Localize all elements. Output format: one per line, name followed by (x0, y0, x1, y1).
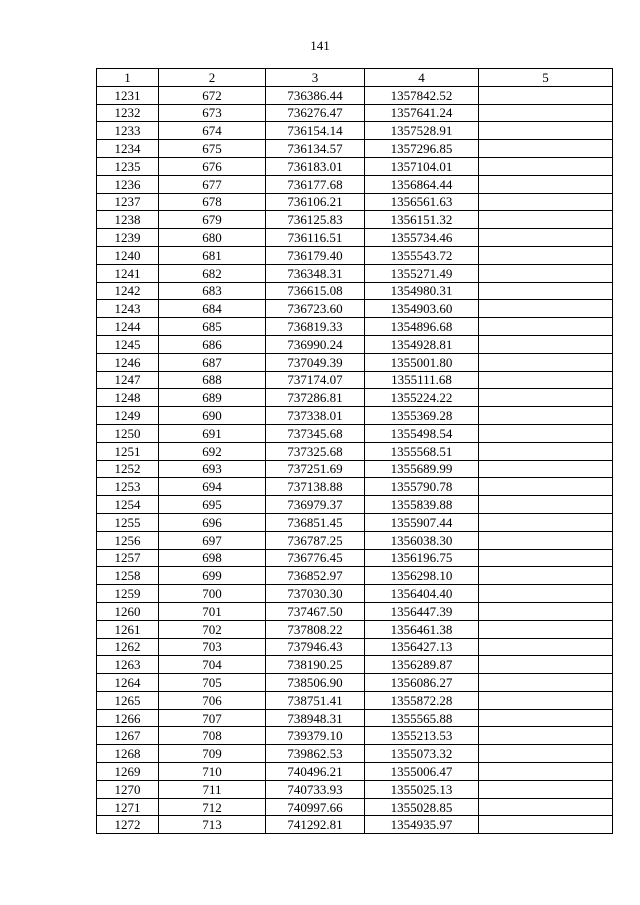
note-cell (479, 424, 613, 442)
column-header-2: 2 (159, 69, 266, 87)
table-row (97, 763, 613, 781)
note-cell (479, 620, 613, 638)
row-number-cell: 1252 (97, 460, 159, 478)
table-row (97, 531, 613, 549)
y-coordinate-cell: 1354980.31 (365, 282, 479, 300)
table-row (97, 620, 613, 638)
table-row (97, 264, 613, 282)
table-row (97, 585, 613, 603)
table-row (97, 282, 613, 300)
x-coordinate-cell: 737338.01 (266, 407, 365, 425)
y-coordinate-cell: 1356289.87 (365, 656, 479, 674)
x-coordinate-cell: 736134.57 (266, 140, 365, 158)
note-cell (479, 122, 613, 140)
row-number-cell: 1254 (97, 496, 159, 514)
y-coordinate-cell: 1356086.27 (365, 674, 479, 692)
table-row (97, 656, 613, 674)
table-row (97, 193, 613, 211)
table-row (97, 104, 613, 122)
note-cell (479, 460, 613, 478)
y-coordinate-cell: 1355369.28 (365, 407, 479, 425)
row-number-cell: 1264 (97, 674, 159, 692)
note-cell (479, 229, 613, 247)
y-coordinate-cell: 1356196.75 (365, 549, 479, 567)
row-number-cell: 1233 (97, 122, 159, 140)
point-number-cell: 672 (159, 86, 266, 104)
table-row (97, 424, 613, 442)
note-cell (479, 300, 613, 318)
column-header-4: 4 (365, 69, 479, 87)
row-number-cell: 1241 (97, 264, 159, 282)
y-coordinate-cell: 1356404.40 (365, 585, 479, 603)
note-cell (479, 638, 613, 656)
table-row (97, 549, 613, 567)
point-number-cell: 681 (159, 246, 266, 264)
note-cell (479, 211, 613, 229)
table-row (97, 442, 613, 460)
point-number-cell: 698 (159, 549, 266, 567)
x-coordinate-cell: 736819.33 (266, 318, 365, 336)
x-coordinate-cell: 736852.97 (266, 567, 365, 585)
y-coordinate-cell: 1354896.68 (365, 318, 479, 336)
y-coordinate-cell: 1357528.91 (365, 122, 479, 140)
row-number-cell: 1249 (97, 407, 159, 425)
point-number-cell: 682 (159, 264, 266, 282)
y-coordinate-cell: 1355498.54 (365, 424, 479, 442)
point-number-cell: 710 (159, 763, 266, 781)
row-number-cell: 1242 (97, 282, 159, 300)
table-row (97, 371, 613, 389)
y-coordinate-cell: 1356561.63 (365, 193, 479, 211)
x-coordinate-cell: 736787.25 (266, 531, 365, 549)
note-cell (479, 816, 613, 834)
x-coordinate-cell: 736177.68 (266, 175, 365, 193)
note-cell (479, 727, 613, 745)
x-coordinate-cell: 740496.21 (266, 763, 365, 781)
x-coordinate-cell: 736125.83 (266, 211, 365, 229)
point-number-cell: 711 (159, 780, 266, 798)
table-row (97, 496, 613, 514)
x-coordinate-cell: 736851.45 (266, 513, 365, 531)
row-number-cell: 1260 (97, 602, 159, 620)
row-number-cell: 1262 (97, 638, 159, 656)
table-row (97, 478, 613, 496)
point-number-cell: 708 (159, 727, 266, 745)
point-number-cell: 683 (159, 282, 266, 300)
x-coordinate-cell: 738506.90 (266, 674, 365, 692)
x-coordinate-cell: 736106.21 (266, 193, 365, 211)
row-number-cell: 1263 (97, 656, 159, 674)
y-coordinate-cell: 1355790.78 (365, 478, 479, 496)
row-number-cell: 1243 (97, 300, 159, 318)
x-coordinate-cell: 740733.93 (266, 780, 365, 798)
x-coordinate-cell: 736990.24 (266, 335, 365, 353)
point-number-cell: 694 (159, 478, 266, 496)
table-row (97, 318, 613, 336)
y-coordinate-cell: 1355025.13 (365, 780, 479, 798)
y-coordinate-cell: 1355271.49 (365, 264, 479, 282)
y-coordinate-cell: 1355111.68 (365, 371, 479, 389)
table-row (97, 567, 613, 585)
y-coordinate-cell: 1354903.60 (365, 300, 479, 318)
table-row (97, 175, 613, 193)
note-cell (479, 104, 613, 122)
point-number-cell: 699 (159, 567, 266, 585)
point-number-cell: 674 (159, 122, 266, 140)
y-coordinate-cell: 1355543.72 (365, 246, 479, 264)
table-row (97, 709, 613, 727)
y-coordinate-cell: 1355213.53 (365, 727, 479, 745)
note-cell (479, 709, 613, 727)
row-number-cell: 1247 (97, 371, 159, 389)
point-number-cell: 692 (159, 442, 266, 460)
row-number-cell: 1240 (97, 246, 159, 264)
note-cell (479, 389, 613, 407)
x-coordinate-cell: 737049.39 (266, 353, 365, 371)
x-coordinate-cell: 740997.66 (266, 798, 365, 816)
note-cell (479, 478, 613, 496)
y-coordinate-cell: 1355073.32 (365, 745, 479, 763)
note-cell (479, 318, 613, 336)
table-row (97, 798, 613, 816)
y-coordinate-cell: 1355006.47 (365, 763, 479, 781)
y-coordinate-cell: 1355565.88 (365, 709, 479, 727)
x-coordinate-cell: 737286.81 (266, 389, 365, 407)
x-coordinate-cell: 736154.14 (266, 122, 365, 140)
note-cell (479, 371, 613, 389)
x-coordinate-cell: 741292.81 (266, 816, 365, 834)
row-number-cell: 1270 (97, 780, 159, 798)
note-cell (479, 567, 613, 585)
point-number-cell: 677 (159, 175, 266, 193)
point-number-cell: 678 (159, 193, 266, 211)
point-number-cell: 702 (159, 620, 266, 638)
row-number-cell: 1256 (97, 531, 159, 549)
point-number-cell: 679 (159, 211, 266, 229)
note-cell (479, 442, 613, 460)
y-coordinate-cell: 1357296.85 (365, 140, 479, 158)
y-coordinate-cell: 1356447.39 (365, 602, 479, 620)
x-coordinate-cell: 736179.40 (266, 246, 365, 264)
x-coordinate-cell: 737325.68 (266, 442, 365, 460)
y-coordinate-cell: 1355872.28 (365, 691, 479, 709)
x-coordinate-cell: 737174.07 (266, 371, 365, 389)
note-cell (479, 140, 613, 158)
x-coordinate-cell: 738751.41 (266, 691, 365, 709)
point-number-cell: 689 (159, 389, 266, 407)
table-row (97, 157, 613, 175)
note-cell (479, 496, 613, 514)
point-number-cell: 707 (159, 709, 266, 727)
row-number-cell: 1261 (97, 620, 159, 638)
point-number-cell: 680 (159, 229, 266, 247)
row-number-cell: 1239 (97, 229, 159, 247)
table-row (97, 780, 613, 798)
note-cell (479, 585, 613, 603)
point-number-cell: 685 (159, 318, 266, 336)
column-header-1: 1 (97, 69, 159, 87)
y-coordinate-cell: 1357104.01 (365, 157, 479, 175)
row-number-cell: 1267 (97, 727, 159, 745)
note-cell (479, 264, 613, 282)
table-row (97, 122, 613, 140)
point-number-cell: 713 (159, 816, 266, 834)
note-cell (479, 656, 613, 674)
point-number-cell: 705 (159, 674, 266, 692)
y-coordinate-cell: 1354928.81 (365, 335, 479, 353)
x-coordinate-cell: 739862.53 (266, 745, 365, 763)
row-number-cell: 1231 (97, 86, 159, 104)
row-number-cell: 1272 (97, 816, 159, 834)
table-row (97, 691, 613, 709)
row-number-cell: 1266 (97, 709, 159, 727)
y-coordinate-cell: 1356461.38 (365, 620, 479, 638)
row-number-cell: 1237 (97, 193, 159, 211)
row-number-cell: 1258 (97, 567, 159, 585)
note-cell (479, 335, 613, 353)
point-number-cell: 693 (159, 460, 266, 478)
y-coordinate-cell: 1355907.44 (365, 513, 479, 531)
point-number-cell: 684 (159, 300, 266, 318)
table-row (97, 674, 613, 692)
y-coordinate-cell: 1355028.85 (365, 798, 479, 816)
point-number-cell: 709 (159, 745, 266, 763)
row-number-cell: 1269 (97, 763, 159, 781)
table-row (97, 211, 613, 229)
point-number-cell: 676 (159, 157, 266, 175)
point-number-cell: 697 (159, 531, 266, 549)
y-coordinate-cell: 1354935.97 (365, 816, 479, 834)
x-coordinate-cell: 736776.45 (266, 549, 365, 567)
row-number-cell: 1250 (97, 424, 159, 442)
table-row (97, 745, 613, 763)
y-coordinate-cell: 1356298.10 (365, 567, 479, 585)
page-number: 141 (310, 38, 330, 53)
column-header-3: 3 (266, 69, 365, 87)
y-coordinate-cell: 1355734.46 (365, 229, 479, 247)
x-coordinate-cell: 737808.22 (266, 620, 365, 638)
x-coordinate-cell: 736116.51 (266, 229, 365, 247)
table-header-row (97, 69, 613, 87)
note-cell (479, 86, 613, 104)
point-number-cell: 688 (159, 371, 266, 389)
point-number-cell: 695 (159, 496, 266, 514)
note-cell (479, 175, 613, 193)
note-cell (479, 745, 613, 763)
table-row (97, 727, 613, 745)
y-coordinate-cell: 1356151.32 (365, 211, 479, 229)
note-cell (479, 282, 613, 300)
x-coordinate-cell: 736348.31 (266, 264, 365, 282)
x-coordinate-cell: 736979.37 (266, 496, 365, 514)
table-row (97, 300, 613, 318)
table-row (97, 460, 613, 478)
y-coordinate-cell: 1357842.52 (365, 86, 479, 104)
table-row (97, 513, 613, 531)
table-row (97, 86, 613, 104)
row-number-cell: 1271 (97, 798, 159, 816)
x-coordinate-cell: 736276.47 (266, 104, 365, 122)
y-coordinate-cell: 1357641.24 (365, 104, 479, 122)
row-number-cell: 1236 (97, 175, 159, 193)
note-cell (479, 549, 613, 567)
table-row (97, 353, 613, 371)
table-body (97, 86, 613, 833)
x-coordinate-cell: 738190.25 (266, 656, 365, 674)
y-coordinate-cell: 1356038.30 (365, 531, 479, 549)
note-cell (479, 602, 613, 620)
row-number-cell: 1265 (97, 691, 159, 709)
row-number-cell: 1232 (97, 104, 159, 122)
x-coordinate-cell: 736386.44 (266, 86, 365, 104)
note-cell (479, 193, 613, 211)
row-number-cell: 1238 (97, 211, 159, 229)
note-cell (479, 353, 613, 371)
x-coordinate-cell: 737467.50 (266, 602, 365, 620)
note-cell (479, 798, 613, 816)
note-cell (479, 246, 613, 264)
table-row (97, 407, 613, 425)
point-number-cell: 675 (159, 140, 266, 158)
note-cell (479, 691, 613, 709)
note-cell (479, 157, 613, 175)
y-coordinate-cell: 1355001.80 (365, 353, 479, 371)
x-coordinate-cell: 739379.10 (266, 727, 365, 745)
table-row (97, 389, 613, 407)
table-row (97, 229, 613, 247)
point-number-cell: 706 (159, 691, 266, 709)
row-number-cell: 1245 (97, 335, 159, 353)
table-row (97, 816, 613, 834)
coordinates-table (96, 68, 613, 834)
row-number-cell: 1259 (97, 585, 159, 603)
x-coordinate-cell: 737946.43 (266, 638, 365, 656)
table-row (97, 602, 613, 620)
x-coordinate-cell: 737138.88 (266, 478, 365, 496)
row-number-cell: 1257 (97, 549, 159, 567)
y-coordinate-cell: 1356427.13 (365, 638, 479, 656)
y-coordinate-cell: 1355689.99 (365, 460, 479, 478)
note-cell (479, 674, 613, 692)
column-header-5: 5 (479, 69, 613, 87)
point-number-cell: 700 (159, 585, 266, 603)
note-cell (479, 780, 613, 798)
point-number-cell: 704 (159, 656, 266, 674)
y-coordinate-cell: 1355224.22 (365, 389, 479, 407)
point-number-cell: 673 (159, 104, 266, 122)
y-coordinate-cell: 1356864.44 (365, 175, 479, 193)
table-row (97, 335, 613, 353)
row-number-cell: 1251 (97, 442, 159, 460)
row-number-cell: 1235 (97, 157, 159, 175)
row-number-cell: 1253 (97, 478, 159, 496)
table-row (97, 246, 613, 264)
row-number-cell: 1234 (97, 140, 159, 158)
row-number-cell: 1255 (97, 513, 159, 531)
table-row (97, 140, 613, 158)
row-number-cell: 1246 (97, 353, 159, 371)
point-number-cell: 703 (159, 638, 266, 656)
x-coordinate-cell: 737030.30 (266, 585, 365, 603)
row-number-cell: 1244 (97, 318, 159, 336)
x-coordinate-cell: 736723.60 (266, 300, 365, 318)
note-cell (479, 513, 613, 531)
x-coordinate-cell: 736183.01 (266, 157, 365, 175)
point-number-cell: 712 (159, 798, 266, 816)
point-number-cell: 687 (159, 353, 266, 371)
point-number-cell: 696 (159, 513, 266, 531)
note-cell (479, 407, 613, 425)
point-number-cell: 701 (159, 602, 266, 620)
y-coordinate-cell: 1355839.88 (365, 496, 479, 514)
x-coordinate-cell: 736615.08 (266, 282, 365, 300)
point-number-cell: 686 (159, 335, 266, 353)
note-cell (479, 763, 613, 781)
y-coordinate-cell: 1355568.51 (365, 442, 479, 460)
note-cell (479, 531, 613, 549)
row-number-cell: 1268 (97, 745, 159, 763)
row-number-cell: 1248 (97, 389, 159, 407)
x-coordinate-cell: 737345.68 (266, 424, 365, 442)
point-number-cell: 691 (159, 424, 266, 442)
x-coordinate-cell: 737251.69 (266, 460, 365, 478)
point-number-cell: 690 (159, 407, 266, 425)
table-row (97, 638, 613, 656)
x-coordinate-cell: 738948.31 (266, 709, 365, 727)
